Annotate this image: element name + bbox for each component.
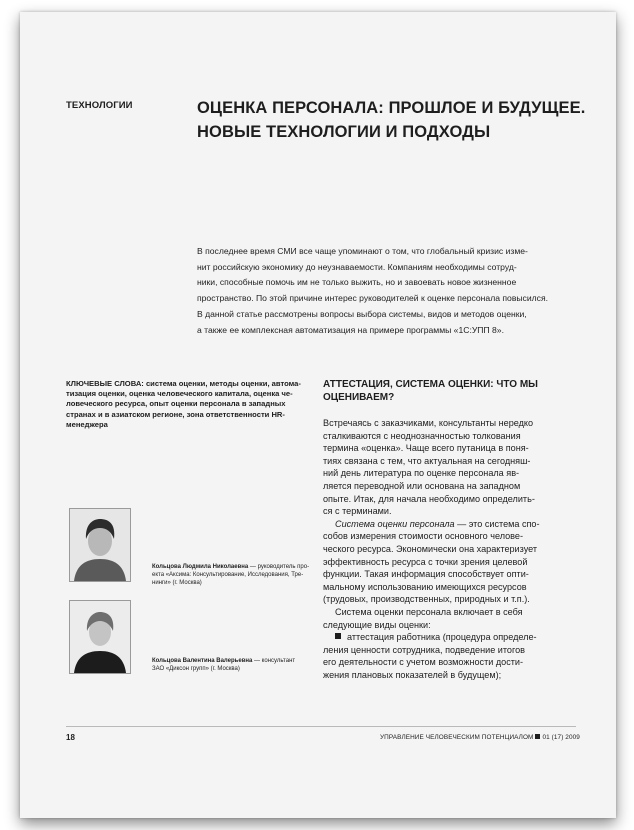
lead-line: пространство. По этой причине интерес руководителей к оценке персонала повысился. xyxy=(197,293,549,304)
author-role: екта «Аксима: Консультирование, Исследования, Тре- xyxy=(152,572,304,579)
author-caption-1 xyxy=(152,563,322,588)
body-line: Встречаясь с заказчиками, консультанты нередко xyxy=(323,418,534,428)
author-photo-1 xyxy=(69,508,131,582)
keywords-block xyxy=(66,379,302,430)
title-line: НОВЫЕ ТЕХНОЛОГИИ И ПОДХОДЫ xyxy=(197,123,491,141)
bullet-line: аттестация работника (процедура определе- xyxy=(347,632,537,643)
lead-line: В данной статье рассмотрены вопросы выбора системы, видов и методов оценки, xyxy=(197,308,527,319)
author-photo-2 xyxy=(69,600,131,674)
article-body xyxy=(323,417,579,681)
body-line: ний день литература по оценке персонала яв- xyxy=(323,468,520,479)
body-line: (трудовых, производственных, природных и т.п.). xyxy=(323,594,530,605)
heading-line: АТТЕСТАЦИЯ, СИСТЕМА ОЦЕНКИ: ЧТО МЫ xyxy=(323,379,538,390)
lead-line: нит российскую экономику до неузнаваемости. Компаниям необходимы сотруд- xyxy=(197,261,517,272)
bullet-square-icon xyxy=(335,633,341,639)
section-label: ТЕХНОЛОГИИ xyxy=(66,100,133,111)
heading-line: ОЦЕНИВАЕМ? xyxy=(323,391,395,403)
author-role: нинги» (г. Москва) xyxy=(152,580,202,587)
author-role: — консультант xyxy=(252,658,296,664)
page-number: 18 xyxy=(66,733,75,742)
body-line: функции. Такая информация способствует опти- xyxy=(323,569,529,580)
lead-line: ники, способные помочь им не только выжить, но и завоевать новое жизненное xyxy=(197,277,517,288)
footer-divider xyxy=(66,726,576,727)
body-line: ления ценности сотрудника, подведение итогов xyxy=(323,644,525,655)
body-line: термина «оценка». Чаще всего путаница в поня- xyxy=(323,443,529,454)
lead-line: В последнее время СМИ все чаще упоминают о том, что глобальный кризис изме- xyxy=(197,246,528,256)
keywords-line: ловеческого ресурса, опыт оценки персонала в западных xyxy=(66,399,286,409)
journal-footer xyxy=(380,734,580,741)
body-line: — это система спо- xyxy=(454,518,540,529)
body-line: следующие виды оценки: xyxy=(323,619,431,630)
keywords-line: тизация оценки, оценка человеческого капитала, оценка че- xyxy=(66,389,293,399)
author-role: ЗАО «Диксон групп» (г. Москва) xyxy=(152,666,240,673)
lead-paragraph xyxy=(197,244,567,338)
author-name: Кольцова Людмила Николаевна xyxy=(152,564,249,570)
journal-name: УПРАВЛЕНИЕ ЧЕЛОВЕЧЕСКИМ ПОТЕНЦИАЛОМ xyxy=(380,734,534,741)
portrait-icon xyxy=(70,509,130,581)
body-line: тиях связана с тем, что актуальная на сегодняш- xyxy=(323,455,531,466)
body-line: эффективность ресурса с точки зрения целевой xyxy=(323,556,528,567)
body-line: ся с терминами. xyxy=(323,506,392,517)
keywords-line: странах и в азиатском регионе, зона ответственности HR- xyxy=(66,409,285,419)
title-line: ОЦЕНКА ПЕРСОНАЛА: ПРОШЛОЕ И БУДУЩЕЕ. xyxy=(197,99,586,117)
article-title xyxy=(197,96,587,144)
body-line: ческого ресурса. Экономически она характеризует xyxy=(323,543,538,554)
body-line: его деятельности с учетом возможности дости- xyxy=(323,657,524,668)
section-heading xyxy=(323,379,573,404)
body-line: сталкиваются с неоднозначностью толкования xyxy=(323,430,521,441)
lead-line: а также ее комплексная автоматизация на примере программы «1С:УПП 8». xyxy=(197,324,504,335)
square-separator-icon xyxy=(535,734,540,739)
body-line: опыте. Итак, для начала необходимо определить- xyxy=(323,493,535,504)
body-line: мальному использованию имеющихся ресурсов xyxy=(323,581,527,592)
body-line: собов измерения стоимости основного челове- xyxy=(323,531,523,542)
author-name: Кольцова Валентина Валерьевна xyxy=(152,658,253,664)
body-line: Система оценки персонала включает в себя xyxy=(335,606,523,617)
author-caption-2 xyxy=(152,657,322,673)
defined-term: Система оценки персонала xyxy=(335,518,455,529)
issue-number: 01 (17) 2009 xyxy=(542,734,580,741)
body-line: ляется переводной или основана на западном xyxy=(323,480,521,491)
keywords-line: КЛЮЧЕВЫЕ СЛОВА: система оценки, методы оценки, автома- xyxy=(66,379,301,388)
author-role: — руководитель про- xyxy=(248,564,310,570)
body-line: жения плановых показателей в будущем); xyxy=(323,669,502,680)
portrait-icon xyxy=(70,601,130,673)
keywords-line: менеджера xyxy=(66,419,108,429)
